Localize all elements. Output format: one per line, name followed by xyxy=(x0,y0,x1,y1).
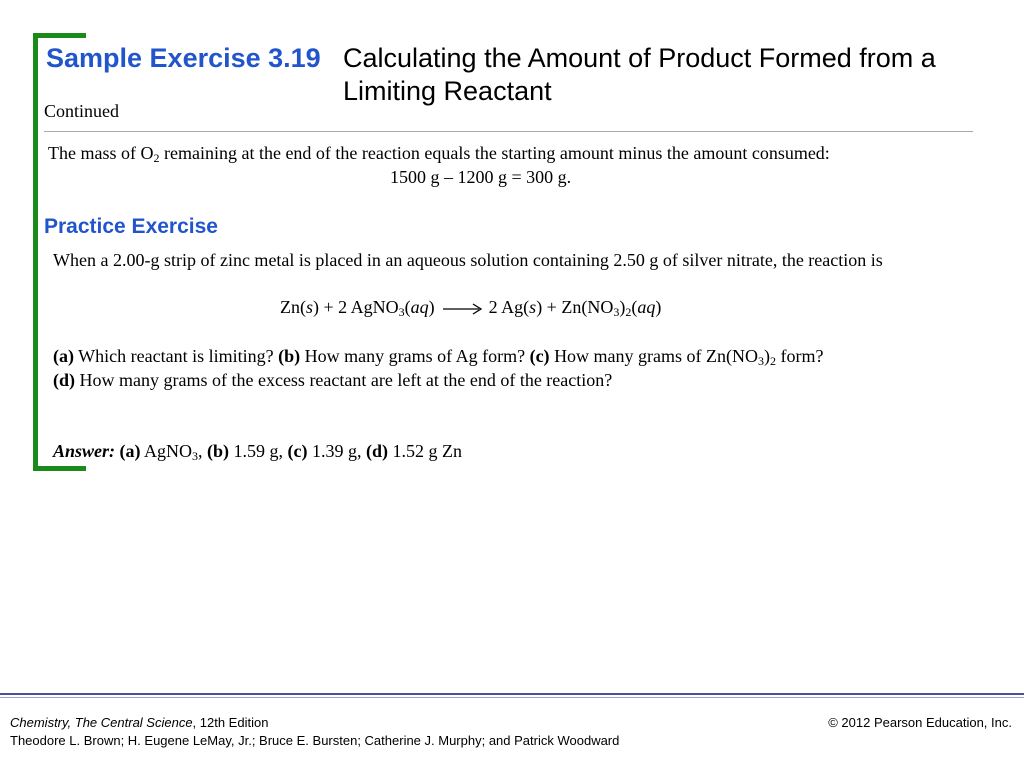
practice-intro: When a 2.00-g strip of zinc metal is placed in an aqueous solution containing 2.50 g of silver nitrate, the reaction is xyxy=(53,250,883,270)
reaction-equation: Zn(s) + 2 AgNO$_3$(aq) 2 $Ag(s) + Zn(NO_3)_2(aq)$ xyxy=(280,297,662,319)
mass-remaining-text: The mass of $O_2$ remaining at the end of the reaction equals the starting amount minus the amount consumed: xyxy=(48,143,830,165)
footer-divider-light xyxy=(0,697,1024,698)
exercise-title: Calculating the Amount of Product Formed from a Limiting Reactant xyxy=(343,43,936,106)
footer-book-title: Chemistry, The Central Science, 12th Edition xyxy=(10,715,269,730)
footer-copyright: © 2012 Pearson Education, Inc. xyxy=(828,715,1012,730)
practice-heading: Practice Exercise xyxy=(44,215,218,238)
green-bracket-bottom xyxy=(33,466,86,471)
green-bracket-vertical xyxy=(33,33,38,471)
exercise-label: Sample Exercise 3.19 xyxy=(46,43,321,73)
continued-label: Continued xyxy=(44,101,119,121)
questions-line-2: (d) How many grams of the excess reactant are left at the end of the reaction? xyxy=(53,370,613,390)
green-bracket-top xyxy=(33,33,86,38)
header-divider xyxy=(44,131,973,132)
mass-calculation: 1500 g – 1200 g = 300 g. xyxy=(390,167,572,187)
footer-divider xyxy=(0,693,1024,695)
answer-line: Answer: (a) AgNO$_3$, (b) 1.59 g, (c) 1.39 g, (d) 1.52 g Zn xyxy=(53,441,463,463)
footer-authors: Theodore L. Brown; H. Eugene LeMay, Jr.; Bruce E. Bursten; Catherine J. Murphy; and Patrick Woodward xyxy=(10,733,620,748)
questions-line-1: (a) Which reactant is limiting? (b) How many grams of Ag form? (c) How many grams of $Zn(NO_3)_2$ form? xyxy=(53,346,824,368)
reaction-arrow-icon xyxy=(443,303,483,315)
